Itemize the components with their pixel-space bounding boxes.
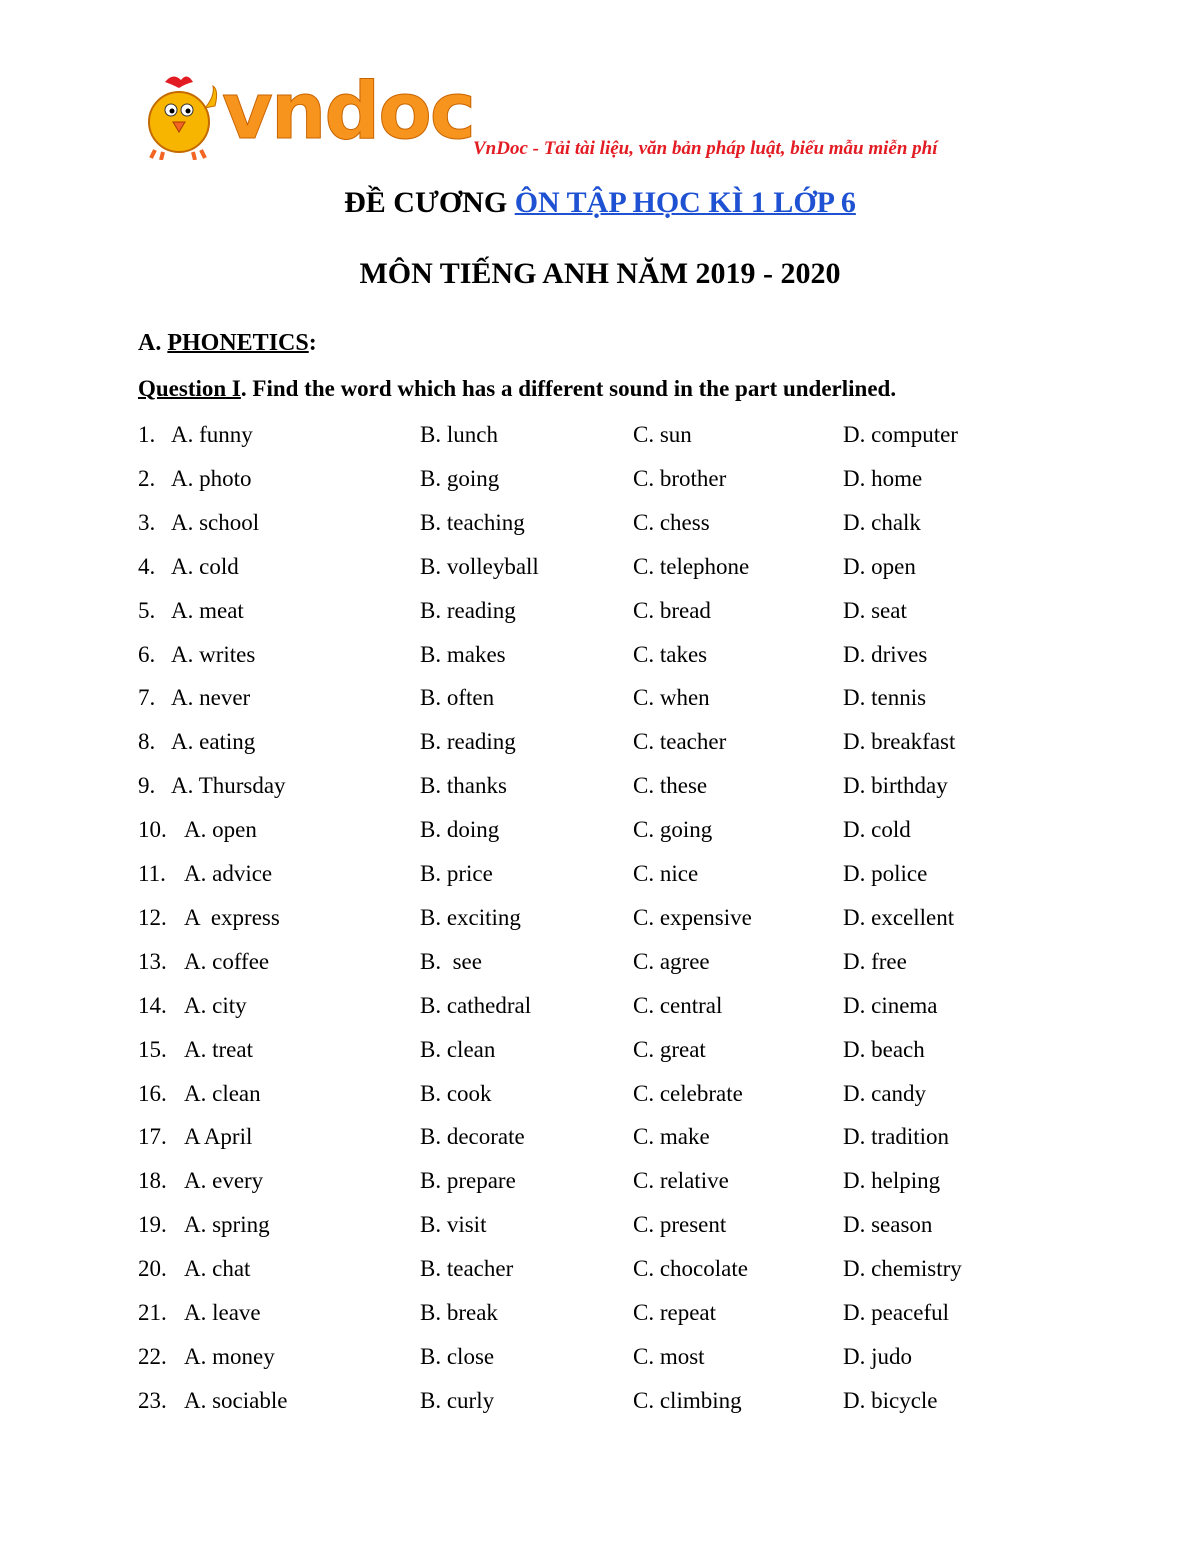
- title-link[interactable]: ÔN TẬP HỌC KÌ 1 LỚP 6: [514, 186, 856, 219]
- question-item: [0, 1124, 1200, 1164]
- section-heading: [138, 330, 317, 357]
- item-number: 12.: [138, 904, 167, 930]
- option-d: D. breakfast: [843, 729, 956, 755]
- option-d: D. birthday: [843, 773, 948, 799]
- option-b: B. going: [420, 465, 500, 491]
- option-b: B. break: [420, 1300, 498, 1325]
- option-b: B. cook: [420, 1080, 492, 1106]
- option-c: C. bread: [633, 597, 711, 623]
- option-b: B. decorate: [420, 1124, 525, 1150]
- option-d: D. home: [843, 465, 923, 491]
- question-item: [0, 1300, 1200, 1340]
- option-a: A. Thursday: [171, 773, 286, 799]
- option-c: C. takes: [633, 641, 708, 667]
- item-number: 19.: [138, 1212, 167, 1238]
- question-item: [0, 905, 1200, 945]
- question-item: [0, 1212, 1200, 1252]
- option-b: B. lunch: [420, 422, 498, 447]
- question-item: [0, 642, 1200, 682]
- option-a: A. spring: [184, 1212, 270, 1238]
- option-d: D. helping: [843, 1168, 941, 1194]
- option-d: D. drives: [843, 641, 928, 667]
- item-number: 17.: [138, 1124, 167, 1150]
- option-a: A. open: [184, 817, 257, 843]
- chick-mascot-icon: [149, 76, 217, 160]
- option-d: D. cinema: [843, 992, 938, 1018]
- option-a: A. meat: [171, 597, 244, 623]
- item-number: 8.: [138, 729, 156, 755]
- option-c: C. make: [633, 1124, 710, 1150]
- question-item: [0, 729, 1200, 769]
- question-item: [0, 1344, 1200, 1384]
- option-a: A express: [184, 904, 280, 930]
- option-a: A. coffee: [184, 948, 270, 974]
- question-item: [0, 466, 1200, 506]
- document-subtitle: MÔN TIẾNG ANH NĂM 2019 - 2020: [359, 257, 841, 290]
- question-item: [0, 773, 1200, 813]
- option-d: D. tennis: [843, 685, 927, 711]
- option-a: A. never: [171, 685, 251, 711]
- option-c: C. nice: [633, 861, 699, 886]
- option-b: B. visit: [420, 1212, 487, 1238]
- option-b: B. reading: [420, 597, 516, 623]
- option-a: A. treat: [184, 1036, 253, 1062]
- question-item: [0, 1256, 1200, 1296]
- option-d: D. judo: [843, 1343, 912, 1369]
- item-number: 14.: [138, 992, 167, 1018]
- item-number: 21.: [138, 1300, 167, 1325]
- option-c: C. great: [633, 1036, 706, 1062]
- question-item: [0, 598, 1200, 638]
- option-c: C. going: [633, 817, 713, 843]
- document-title: [0, 186, 1200, 220]
- section-label: PHONETICS: [167, 330, 309, 356]
- item-number: 4.: [138, 553, 156, 579]
- option-d: D. bicycle: [843, 1387, 938, 1413]
- option-b: B. often: [420, 685, 495, 711]
- option-d: D. free: [843, 948, 907, 974]
- option-a: A. cold: [171, 553, 239, 579]
- item-number: 1.: [138, 422, 156, 447]
- option-b: B. reading: [420, 729, 516, 755]
- option-b: B. teaching: [420, 509, 525, 535]
- option-d: D. excellent: [843, 904, 955, 930]
- option-b: B. curly: [420, 1387, 495, 1413]
- item-number: 13.: [138, 948, 167, 974]
- option-c: C. when: [633, 685, 710, 711]
- site-tagline: VnDoc - Tải tài liệu, văn bản pháp luật, biểu mẫu miễn phí: [473, 138, 938, 159]
- option-c: C. repeat: [633, 1300, 717, 1325]
- option-a: A. writes: [171, 641, 256, 667]
- option-b: B. prepare: [420, 1168, 516, 1194]
- question-item: [0, 1168, 1200, 1208]
- option-b: B. teacher: [420, 1256, 514, 1282]
- item-number: 16.: [138, 1080, 167, 1106]
- question-item: [0, 1037, 1200, 1077]
- item-number: 5.: [138, 597, 156, 623]
- option-d: D. tradition: [843, 1124, 950, 1150]
- option-a: A. sociable: [184, 1387, 288, 1413]
- item-number: 22.: [138, 1343, 167, 1369]
- option-c: C. chocolate: [633, 1256, 748, 1282]
- option-c: C. sun: [633, 422, 692, 447]
- option-d: D. computer: [843, 422, 958, 447]
- item-number: 23.: [138, 1387, 167, 1413]
- option-b: B. thanks: [420, 773, 507, 799]
- item-number: 3.: [138, 509, 156, 535]
- option-b: B. exciting: [420, 904, 521, 930]
- question-item: [0, 1388, 1200, 1428]
- item-number: 9.: [138, 773, 156, 799]
- option-c: C. telephone: [633, 553, 750, 579]
- item-number: 15.: [138, 1036, 167, 1062]
- logo-wordmark: vndoc: [222, 67, 475, 157]
- option-b: B. cathedral: [420, 992, 532, 1018]
- title-prefix: ĐỀ CƯƠNG: [344, 186, 515, 219]
- option-d: D. cold: [843, 817, 911, 843]
- item-number: 18.: [138, 1168, 167, 1194]
- question-label: Question I: [138, 376, 241, 401]
- option-a: A. chat: [184, 1256, 251, 1282]
- question-item: [0, 554, 1200, 594]
- option-c: C. these: [633, 773, 708, 799]
- option-c: C. most: [633, 1343, 705, 1369]
- option-a: A. city: [184, 992, 247, 1018]
- option-c: C. celebrate: [633, 1080, 743, 1106]
- section-prefix: A.: [138, 330, 168, 356]
- option-a: A. clean: [184, 1080, 261, 1106]
- item-number: 11.: [138, 861, 166, 886]
- option-b: B. volleyball: [420, 553, 539, 579]
- item-number: 7.: [138, 685, 156, 711]
- option-d: D. seat: [843, 597, 907, 623]
- option-d: D. peaceful: [843, 1300, 949, 1325]
- option-d: D. season: [843, 1212, 933, 1238]
- option-b: B. makes: [420, 641, 506, 667]
- option-b: B. doing: [420, 817, 500, 843]
- section-suffix: :: [308, 330, 317, 356]
- question-item: [0, 817, 1200, 857]
- option-c: C. climbing: [633, 1387, 742, 1413]
- option-a: A April: [184, 1124, 253, 1150]
- option-a: A. every: [184, 1168, 264, 1194]
- option-d: D. candy: [843, 1080, 927, 1106]
- question-item: [0, 510, 1200, 550]
- option-a: A. advice: [184, 861, 273, 886]
- option-c: C. brother: [633, 465, 727, 491]
- question-text: . Find the word which has a different sound in the part underlined.: [240, 376, 897, 401]
- option-d: D. chemistry: [843, 1256, 962, 1282]
- question-item: [0, 1081, 1200, 1121]
- option-b: B. clean: [420, 1036, 496, 1062]
- option-c: C. expensive: [633, 904, 752, 930]
- option-c: C. agree: [633, 948, 710, 974]
- item-number: 6.: [138, 641, 156, 667]
- item-number: 2.: [138, 465, 156, 491]
- option-c: C. chess: [633, 509, 710, 535]
- option-a: A. eating: [171, 729, 256, 755]
- option-c: C. present: [633, 1212, 727, 1238]
- option-b: B. close: [420, 1343, 495, 1369]
- option-c: C. relative: [633, 1168, 729, 1194]
- item-number: 10.: [138, 817, 167, 843]
- question-item: [0, 685, 1200, 725]
- option-d: D. beach: [843, 1036, 925, 1062]
- option-d: D. police: [843, 861, 928, 886]
- option-b: B. price: [420, 861, 493, 886]
- question-item: [0, 422, 1200, 462]
- option-c: C. central: [633, 992, 723, 1018]
- option-b: B. see: [420, 948, 482, 974]
- question-item: [0, 861, 1200, 901]
- option-d: D. chalk: [843, 509, 921, 535]
- option-a: A. photo: [171, 465, 252, 491]
- option-a: A. funny: [171, 422, 253, 447]
- option-d: D. open: [843, 553, 916, 579]
- question-item: [0, 949, 1200, 989]
- option-c: C. teacher: [633, 729, 727, 755]
- item-number: 20.: [138, 1256, 167, 1282]
- question-heading: [138, 376, 896, 402]
- option-a: A. school: [171, 509, 260, 535]
- option-a: A. money: [184, 1343, 275, 1369]
- option-a: A. leave: [184, 1300, 261, 1325]
- question-item: [0, 993, 1200, 1033]
